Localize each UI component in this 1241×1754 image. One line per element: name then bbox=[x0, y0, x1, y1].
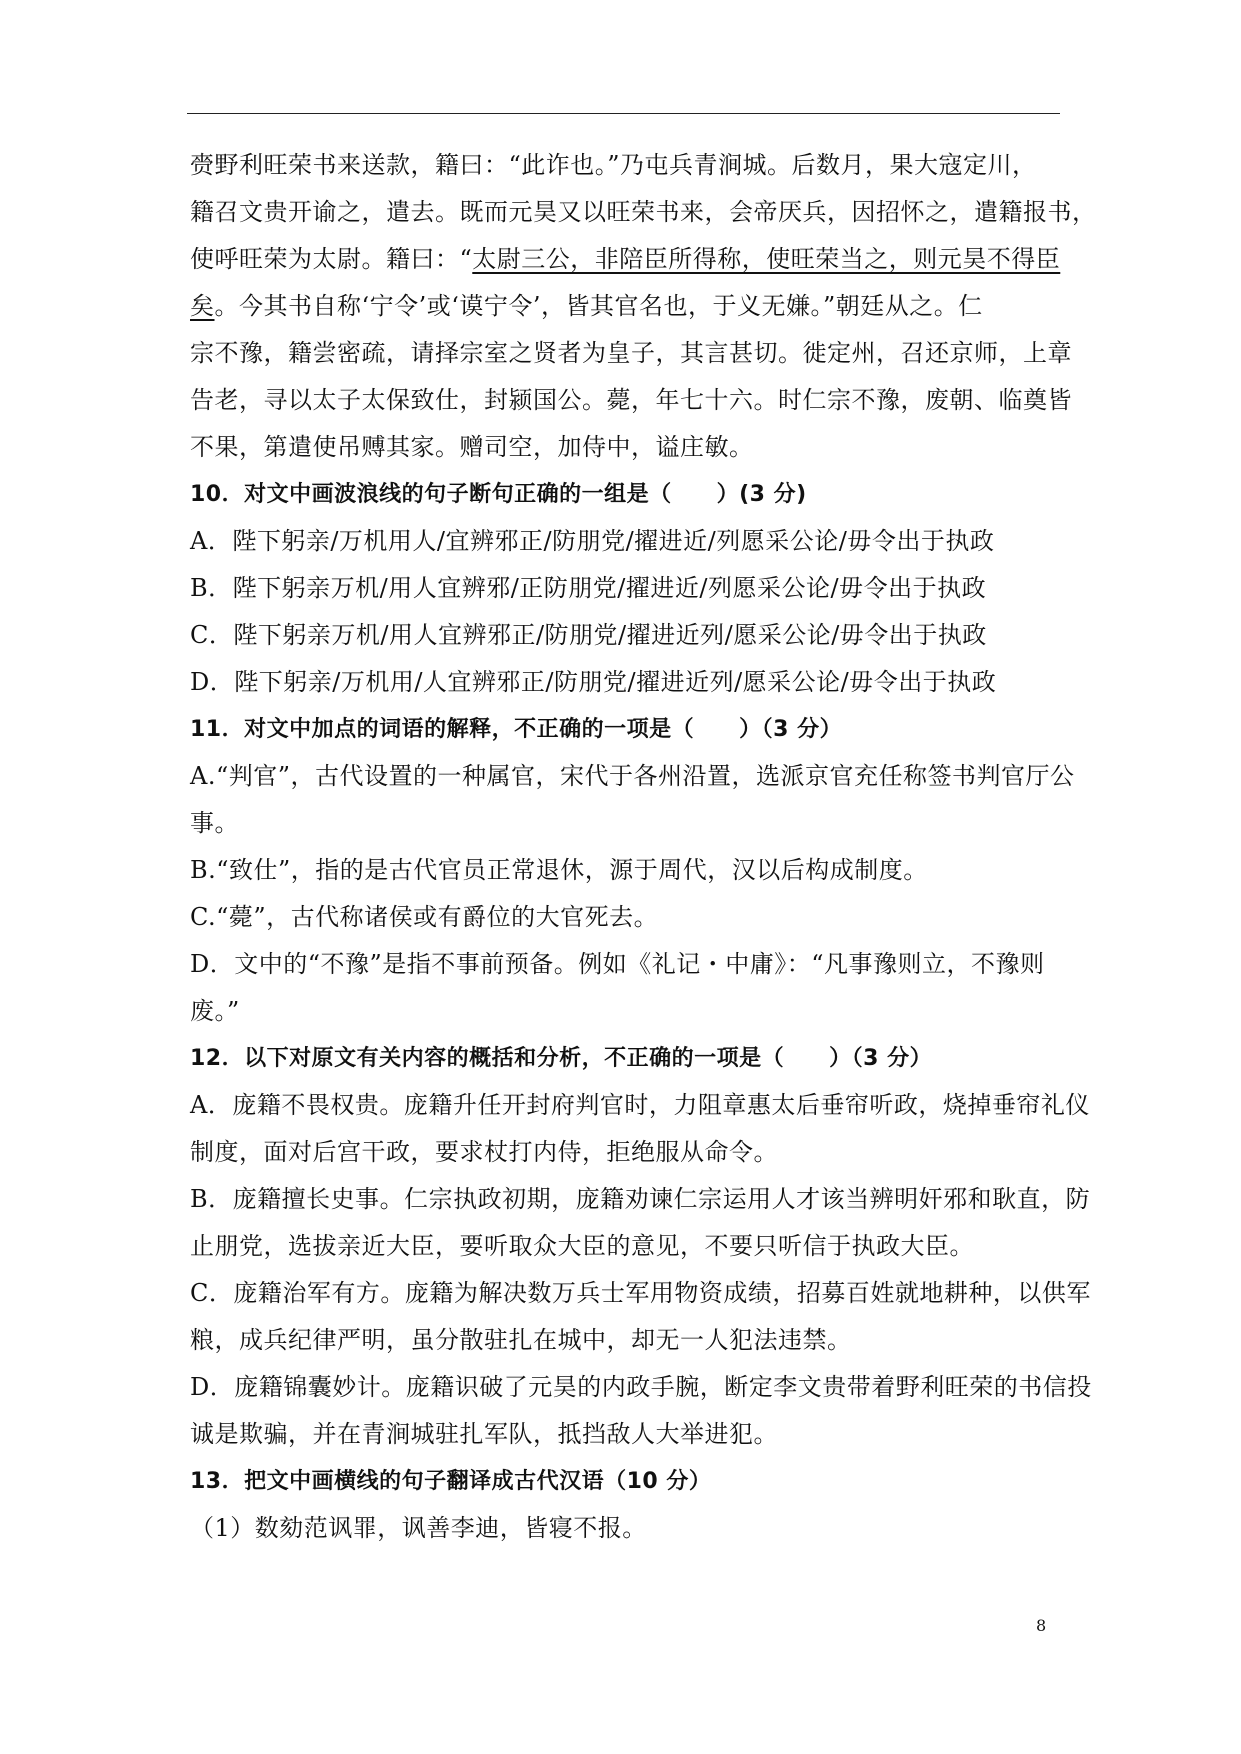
option-a-cont: 制度，面对后宫干政，要求杖打内侍，拒绝服从命令。 bbox=[190, 1138, 778, 1166]
passage-line: 籍召文贵开谕之，遣去。既而元昊又以旺荣书来，会帝厌兵，因招怀之，遣籍报书， bbox=[190, 198, 1097, 226]
option-c: C.“薨”，古代称诸侯或有爵位的大官死去。 bbox=[190, 903, 659, 931]
option-d: D．庞籍锦囊妙计。庞籍识破了元昊的内政手腕，断定李文贵带着野利旺荣的书信投 bbox=[190, 1373, 1092, 1401]
passage-line: 赍野利旺荣书来送款，籍曰：“此诈也。”乃屯兵青涧城。后数月，果大寇定川， bbox=[190, 151, 1037, 179]
header-rule bbox=[187, 113, 1060, 114]
option-b-cont: 止朋党，选拔亲近大臣，要听取众大臣的意见，不要只听信于执政大臣。 bbox=[190, 1232, 974, 1260]
question-13-stem: 13．把文中画横线的句子翻译成古代汉语（10 分） bbox=[190, 1469, 712, 1494]
question-11-stem: 11．对文中加点的词语的解释，不正确的一项是（ ）（3 分） bbox=[190, 717, 843, 742]
question-12-stem: 12．以下对原文有关内容的概括和分析，不正确的一项是（ ）（3 分） bbox=[190, 1046, 933, 1071]
underlined-sentence: 太尉三公，非陪臣所得称，使旺荣当之，则元昊不得臣 bbox=[472, 245, 1061, 273]
option-d: D．陛下躬亲/万机用/人宜辨邪正/防朋党/擢进近列/愿采公论/毋令出于执政 bbox=[190, 668, 997, 696]
passage-text: 使呼旺荣为太尉。籍曰：“ bbox=[190, 245, 473, 273]
option-c: C．庞籍治军有方。庞籍为解决数万兵士军用物资成绩，招募百姓就地耕种，以供军 bbox=[190, 1279, 1091, 1307]
option-d-cont: 诚是欺骗，并在青涧城驻扎军队，抵挡敌人大举进犯。 bbox=[190, 1420, 778, 1448]
passage-line: 告老，寻以太子太保致仕，封颍国公。薨，年七十六。时仁宗不豫，废朝、临奠皆 bbox=[190, 386, 1072, 414]
option-b: B.“致仕”，指的是古代官员正常退休，源于周代，汉以后构成制度。 bbox=[190, 856, 928, 884]
page-content bbox=[190, 142, 1097, 1552]
question-10-stem: 10．对文中画波浪线的句子断句正确的一组是（ ）(3 分) bbox=[190, 482, 807, 507]
option-b: B．陛下躬亲万机/用人宜辨邪/正防朋党/擢进近/列愿采公论/毋令出于执政 bbox=[190, 574, 987, 602]
option-b: B．庞籍擅长史事。仁宗执政初期，庞籍劝谏仁宗运用人才该当辨明奸邪和耿直，防 bbox=[190, 1185, 1091, 1213]
option-a: A．庞籍不畏权贵。庞籍升任开封府判官时，力阻章惠太后垂帘听政，烧掉垂帘礼仪 bbox=[190, 1091, 1090, 1119]
option-a: A．陛下躬亲/万机用人/宜辨邪正/防朋党/擢进近/列愿采公论/毋令出于执政 bbox=[190, 527, 995, 555]
passage-line: 不果，第遣使吊赙其家。赠司空，加侍中，谥庄敏。 bbox=[190, 433, 754, 461]
passage-line: 宗不豫，籍尝密疏，请择宗室之贤者为皇子，其言甚切。徙定州，召还京师，上章 bbox=[190, 339, 1072, 367]
option-c: C．陛下躬亲万机/用人宜辨邪正/防朋党/擢进近列/愿采公论/毋令出于执政 bbox=[190, 621, 987, 649]
underlined-sentence-end: 矣 bbox=[190, 292, 215, 320]
page-number: 8 bbox=[1036, 1616, 1047, 1635]
option-d: D．文中的“不豫”是指不事前预备。例如《礼记・中庸》：“凡事豫则立，不豫则 bbox=[190, 950, 1045, 978]
passage-text: 。今其书自称‘宁令’或‘谟宁令’，皆其官名也，于义无嫌。”朝廷从之。仁 bbox=[214, 292, 983, 320]
option-c-cont: 粮，成兵纪律严明，虽分散驻扎在城中，却无一人犯法违禁。 bbox=[190, 1326, 852, 1354]
option-a-cont: 事。 bbox=[190, 809, 239, 837]
option-a: A.“判官”，古代设置的一种属官，宋代于各州沿置，选派京官充任称签书判官厅公 bbox=[190, 762, 1075, 790]
translation-item: （1）数劾范讽罪，讽善李迪，皆寝不报。 bbox=[190, 1514, 647, 1542]
option-d-cont: 废。” bbox=[190, 997, 240, 1025]
passage-line bbox=[190, 236, 1065, 283]
passage-line bbox=[190, 283, 1065, 330]
